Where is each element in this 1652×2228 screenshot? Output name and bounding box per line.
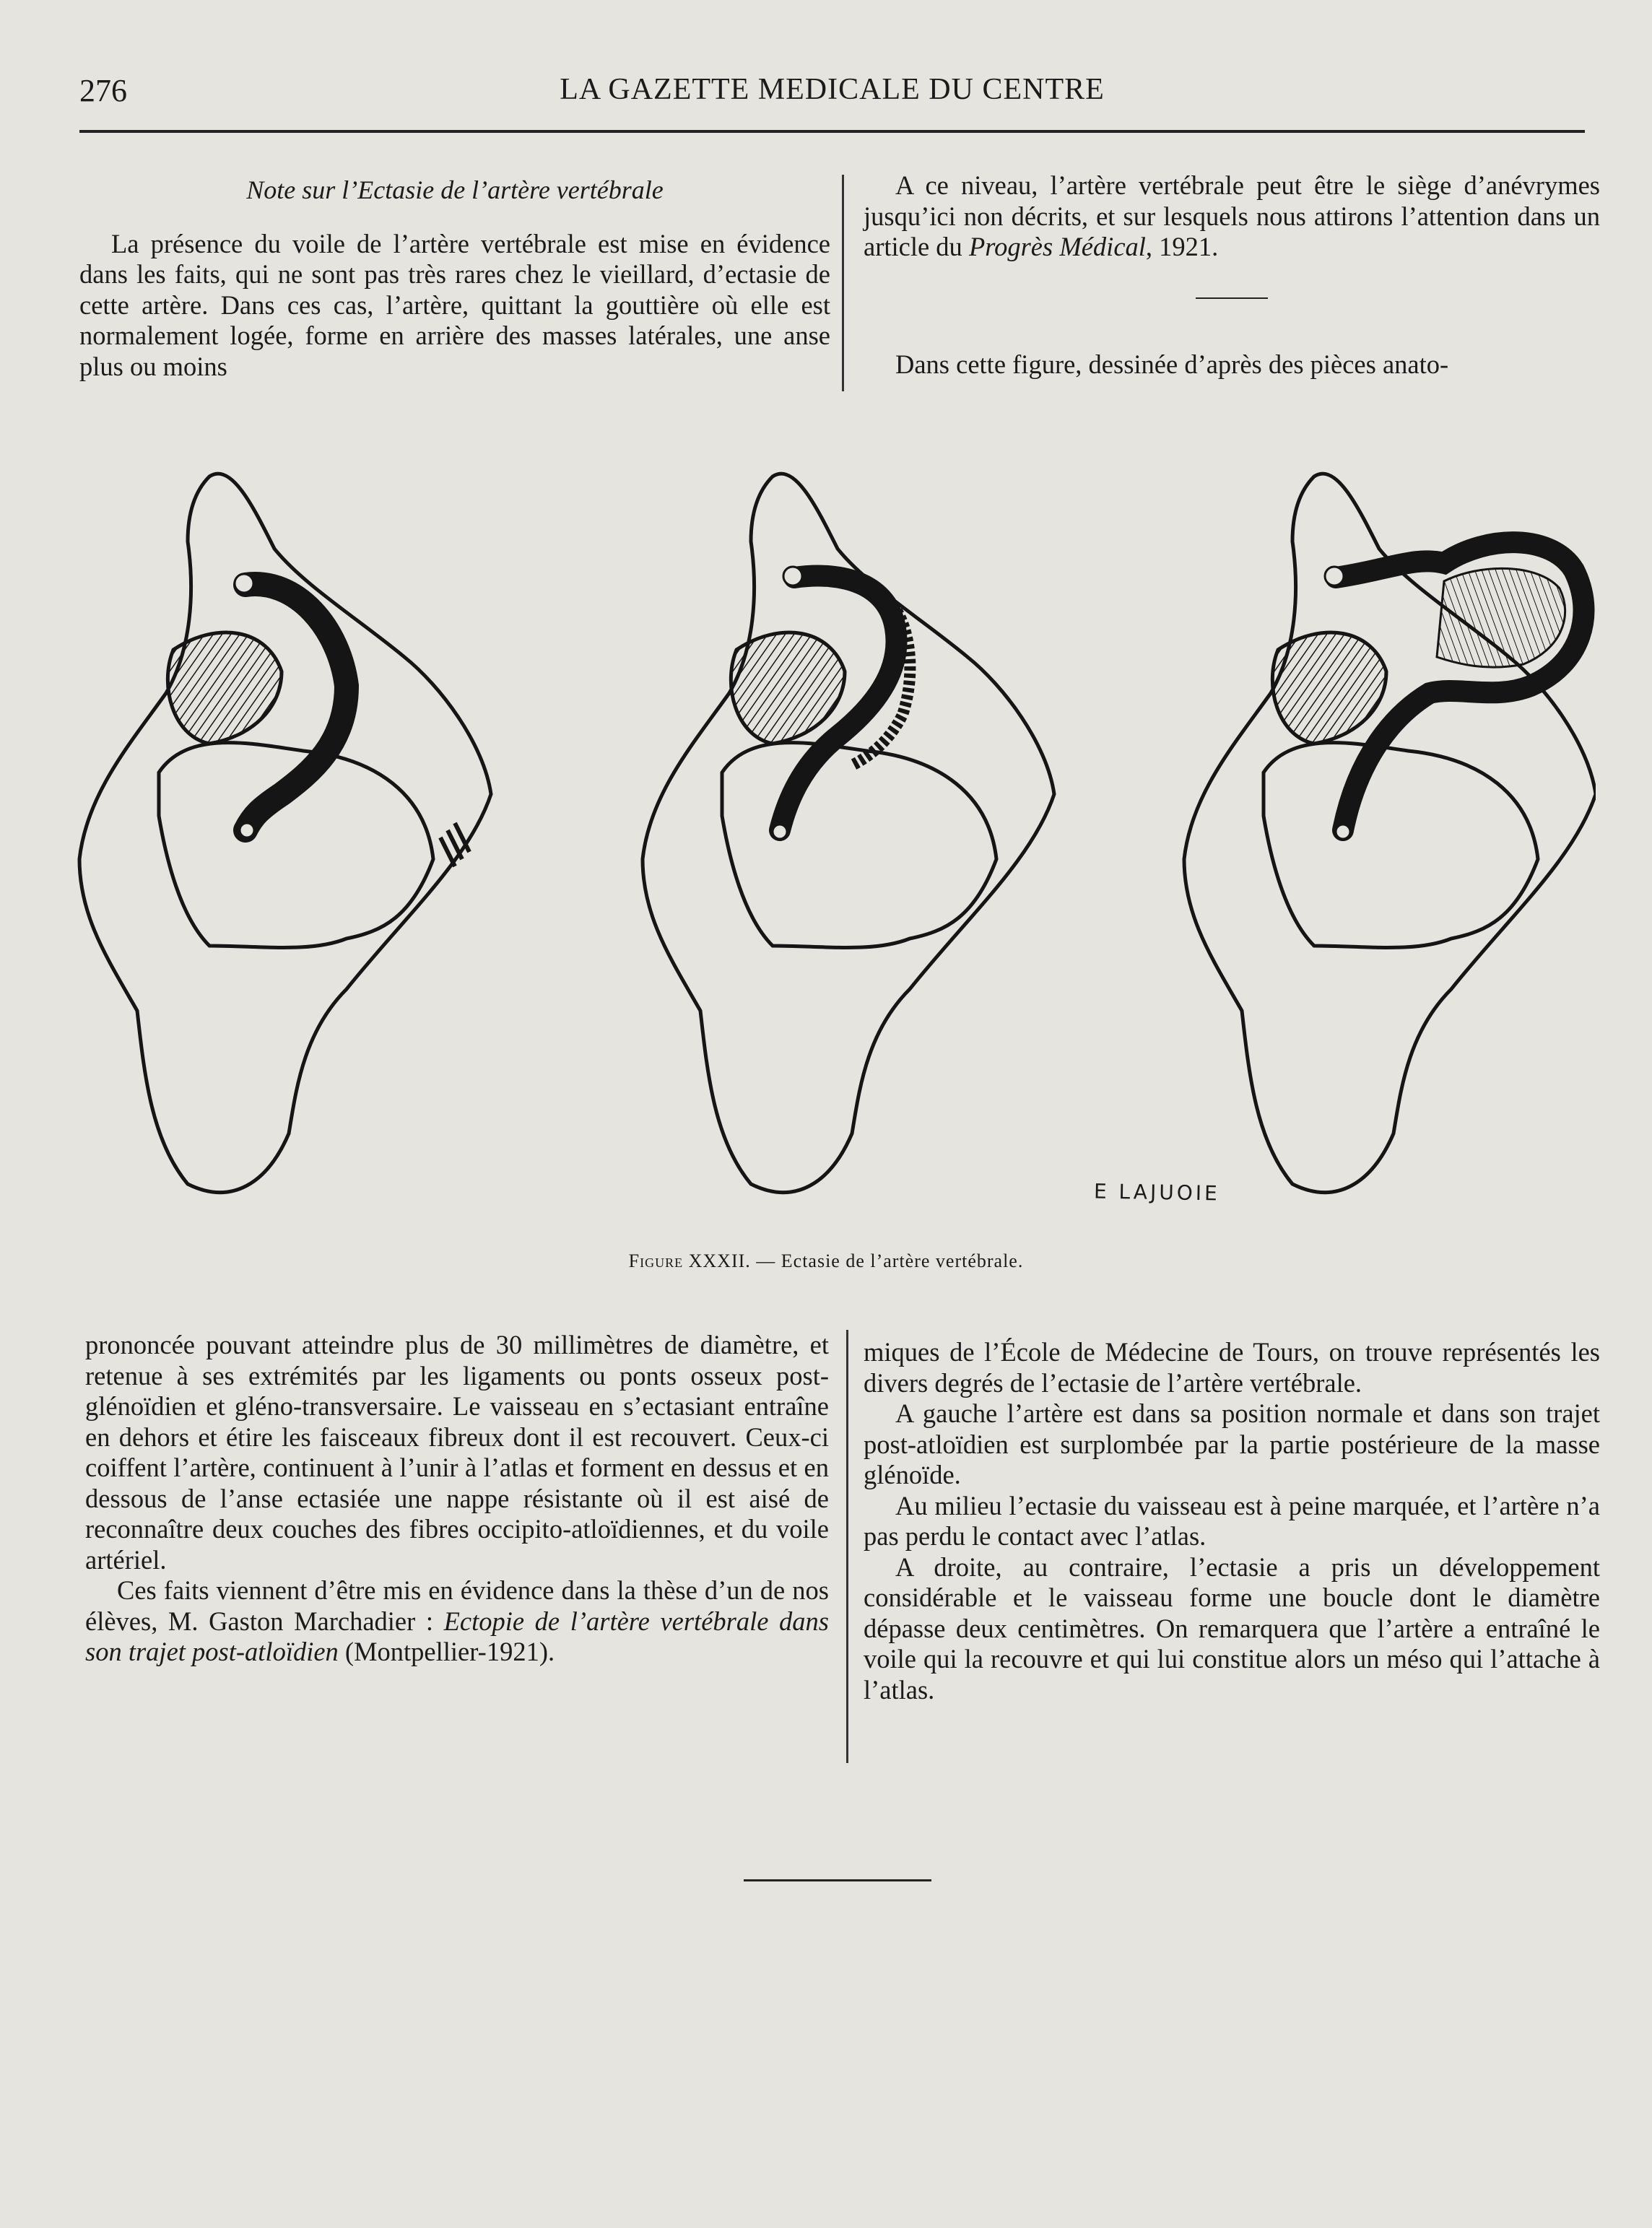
atlas-vertebra-figure [65,455,1596,1220]
text-run: A ce niveau, l’artère vertébrale peut être le siège d’anévrymes jusqu’ici non décrits, et sur lesquels nous attirons l’attention dans un article du [864,170,1600,261]
end-rule [744,1879,931,1881]
figure-caption [0,1250,1652,1272]
artery-lumen [235,574,253,593]
artist-signature: E LAJUOIE [1093,1179,1221,1206]
vertebral-foramen [722,743,996,948]
thesis-title: Ectopie de l’artère vertébrale dans son trajet post-atloïdien [85,1606,829,1666]
paragraph: Dans cette figure, dessinée d’après des pièces anato- [895,349,1449,379]
header-rule [79,130,1585,133]
separator-dash [1196,297,1268,299]
artery-lumen [240,823,254,837]
paragraph: Au milieu l’ectasie du vaisseau est à peine marquée, et l’artère n’a pas perdu le contact avec l’atlas. [864,1490,1600,1551]
page-number: 276 [79,73,127,108]
paragraph [85,1575,829,1668]
column-divider [842,175,844,391]
glenoid-mass [168,632,282,744]
artery-lumen [783,567,802,586]
vertebral-foramen [1264,743,1538,948]
article-title: Note sur l’Ectasie de l’artère vertébrale [246,175,664,204]
vertebra-drawing-middle [643,474,1054,1193]
column-top-left [79,175,830,382]
glenoid-mass [1272,632,1386,744]
artery-lumen [773,824,787,839]
vertebra-drawing-left [79,474,491,1193]
column-bottom-left [85,1330,829,1668]
caption-label: Figure XXXII. [628,1250,751,1271]
text-run: (Montpellier-1921). [338,1637,555,1666]
column-top-right [864,170,1600,380]
column-bottom-right [864,1337,1600,1705]
artery-lumen [1325,567,1344,586]
column-divider [846,1330,848,1763]
journal-reference: Progrès Médical [968,232,1146,261]
text-run: , 1921. [1145,232,1219,261]
vertebra-drawing-right [1184,474,1596,1193]
paragraph: miques de l’École de Médecine de Tours, on trouve représentés les divers degrés de l’ectasie de l’artère vertébrale. [864,1337,1600,1398]
paragraph: A gauche l’artère est dans sa position normale et dans son trajet post-atloïdien est surplombée par la partie postérieure de la masse glénoïde. [864,1398,1600,1489]
caption-text: — Ectasie de l’artère vertébrale. [750,1250,1024,1271]
text-run: Ces faits viennent d’être mis en évidence dans la thèse d’un de nos élèves, M. Gaston Marchadier : [85,1575,829,1636]
page-header [79,72,1585,123]
stretched-veil [1437,568,1565,667]
paragraph: prononcée pouvant atteindre plus de 30 millimètres de diamètre, et retenue à ses extrémités par les ligaments ou ponts osseux post-glénoïdien et gléno-transversaire. Le vaisseau en s’ectasiant entraîne en dehors et étire les faisceaux fibreux dont il est recouvert. Ceux-ci coiffent l’artère, continuent à l’unir à l’atlas et forment en dessus et en dessous de l’anse ectasiée une nappe résistante où il est aisé de reconnaître deux couches des fibres occipito-atloïdiennes, et du voile artériel. [85,1330,829,1575]
running-title: LA GAZETTE MEDICALE DU CENTRE [560,73,1105,106]
artery-lumen [1336,824,1350,839]
paragraph: A droite, au contraire, l’ectasie a pris un développement considérable et le vaisseau forme une boucle dont le diamètre dépasse deux centimètres. On remarquera que l’artère a entraîné le voile qui la recouvre et qui lui constitue alors un méso qui l’attache à l’atlas. [864,1552,1600,1705]
paragraph [864,170,1600,263]
paragraph: La présence du voile de l’artère vertébrale est mise en évidence dans les faits, qui ne sont pas très rares chez le vieillard, d’ectasie de cette artère. Dans ces cas, l’artère, quittant la gouttière où elle est normalement logée, forme en arrière des masses latérales, une anse plus ou moins [79,228,830,381]
glenoid-mass [731,632,845,744]
